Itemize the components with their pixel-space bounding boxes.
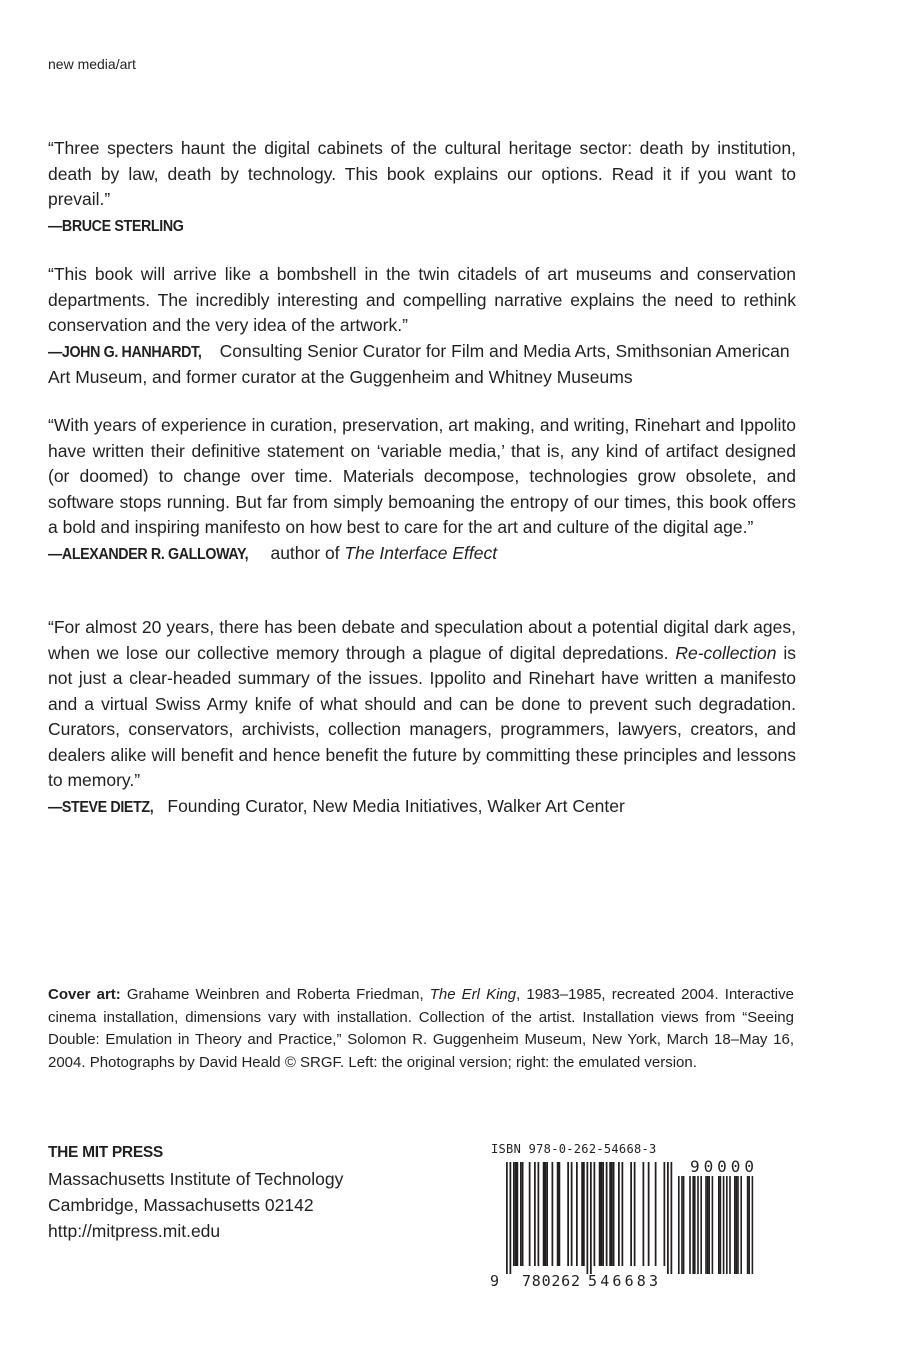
category-label: new media/art <box>48 56 136 72</box>
barcode-bar <box>664 1162 666 1266</box>
barcode-bar <box>513 1162 515 1266</box>
blurb-dietz <box>48 615 796 820</box>
publisher-name: THE MIT PRESS <box>48 1144 163 1161</box>
cover-art-post: , 1983–1985, recreated 2004. Interactive cinema installation, dimensions vary with installation. Collection of the artist. Installation views from “Seeing Double: Emulation in Theory and Practice,” Solomon R. Guggenheim Museum, New York, March 18–May 16, 2004. Photographs by David Heald © SRGF. Left: the original version; right: the emulated version. <box>48 986 794 1071</box>
blurb-attribution <box>48 213 796 240</box>
barcode-bar <box>520 1162 522 1266</box>
barcode-bar <box>667 1162 669 1274</box>
barcode-bar <box>583 1162 585 1266</box>
addon-bar <box>681 1176 683 1274</box>
quote-part: is not just a clear-headed summary of the issues. Ippolito and Rinehart have written a manifesto and a virtual Swiss Army knife of what should and can be done to prevent such degradation. Curators, conservators, archivists, collection managers, programmers, lawyers, creators, and dealers alike will benefit and hence benefit the future by committing these principles and lessons to memory.” <box>48 642 796 790</box>
barcode-bar <box>506 1162 508 1274</box>
publisher-block <box>48 1140 343 1244</box>
barcode-bar <box>618 1162 620 1266</box>
addon-bars <box>678 1176 753 1274</box>
barcode-bar <box>622 1162 624 1266</box>
cover-art-pre: Grahame Weinbren and Roberta Friedman, <box>120 986 430 1003</box>
barcode-bar <box>655 1162 657 1266</box>
addon-bar <box>692 1176 694 1274</box>
blurb-galloway <box>48 413 796 567</box>
ean-left-digits: 780262 <box>522 1272 580 1288</box>
barcode-bar <box>543 1162 545 1266</box>
addon-bar <box>707 1176 709 1274</box>
addon-bar <box>694 1176 696 1274</box>
blurb-author: —STEVE DIETZ, <box>48 798 154 816</box>
barcode-bar <box>557 1162 559 1266</box>
artwork-title: The Erl King <box>429 986 517 1003</box>
blurb-author: —JOHN G. HANHARDT, <box>48 343 202 361</box>
barcode-bar <box>545 1162 547 1266</box>
barcode-bar <box>613 1162 615 1266</box>
addon-bar <box>729 1176 731 1274</box>
barcode-bar <box>517 1162 519 1266</box>
barcode-bar <box>609 1162 611 1266</box>
cover-art-credit <box>48 984 794 1074</box>
barcode-bar <box>522 1162 524 1266</box>
blurb-affiliation: Consulting Senior Curator for Film and Media Arts, Smithsonian American Art Museum, and former curator at the Guggenheim and Whitney Museums <box>48 340 790 387</box>
addon-bar <box>708 1176 710 1274</box>
addon-bar <box>705 1176 707 1274</box>
cover-art-label: Cover art: <box>48 986 121 1003</box>
blurb-author: —BRUCE STERLING <box>48 217 184 235</box>
addon-bar <box>734 1176 736 1274</box>
barcode-bar <box>594 1162 596 1266</box>
barcode-bar <box>581 1162 583 1266</box>
blurb-sterling <box>48 136 796 239</box>
publisher-address-line2: Cambridge, Massachusetts 02142 <box>48 1195 314 1215</box>
addon-bar <box>720 1176 722 1274</box>
barcode-bar <box>587 1162 589 1274</box>
barcode-bar <box>510 1162 512 1274</box>
cover-art-text <box>48 984 794 1074</box>
blurb-quote: “With years of experience in curation, preservation, art making, and writing, Rinehart and Ippolito have written their definitive statement on ‘variable media,’ that is, any kind of artifact designed (or doomed) to change over time. Materials decompose, technologies grow obsolete, and software stops running. But far from simply bemoaning the entropy of our times, this book offers a bold and inspiring manifesto on how best to care for the art and culture of the digital age.” <box>48 415 796 537</box>
addon-bar <box>747 1176 749 1274</box>
barcode-bar <box>538 1162 540 1266</box>
barcode-bar <box>634 1162 636 1266</box>
blurb-attribution <box>48 541 796 568</box>
blurb-attribution <box>48 794 796 821</box>
barcode-bar <box>611 1162 613 1266</box>
barcode-bar <box>606 1162 608 1266</box>
barcode-bar <box>590 1162 592 1274</box>
barcode-bar <box>599 1162 601 1266</box>
barcode-bar <box>571 1162 573 1266</box>
book-title: The Interface Effect <box>344 542 498 563</box>
publisher-url[interactable]: http://mitpress.mit.edu <box>48 1221 221 1241</box>
publisher-address-line1: Massachusetts Institute of Technology <box>48 1169 344 1189</box>
addon-bar <box>718 1176 720 1274</box>
barcode-bar <box>648 1162 650 1266</box>
addon-bar <box>736 1176 738 1274</box>
blurb-affiliation: Founding Curator, New Media Initiatives, Walker Art Center <box>162 795 625 816</box>
barcode-bar <box>546 1162 548 1266</box>
addon-bar <box>752 1176 754 1274</box>
addon-bar <box>712 1176 714 1274</box>
barcode-bar <box>567 1162 569 1266</box>
addon-bar <box>737 1176 739 1274</box>
addon-bar <box>678 1176 680 1274</box>
book-title: Re-collection <box>675 642 777 663</box>
blurb-author: —ALEXANDER R. GALLOWAY, <box>48 545 249 563</box>
ean-right-digits: 546683 <box>588 1272 658 1288</box>
barcode-bar <box>671 1162 673 1274</box>
addon-bar <box>700 1176 702 1274</box>
barcode-bar <box>529 1162 531 1266</box>
addon-bar <box>740 1176 742 1274</box>
blurb-quote: “This book will arrive like a bombshell in the twin citadels of art museums and conservation departments. The incredibly interesting and compelling narrative explains the need to rethink conservation and the very idea of the artwork.” <box>48 264 796 335</box>
barcode-bar <box>559 1162 561 1266</box>
barcode-bar <box>552 1162 554 1266</box>
ean-first-digit: 9 <box>490 1272 500 1288</box>
ean-bars <box>506 1162 672 1274</box>
addon-bar <box>748 1176 750 1274</box>
blurb-quote <box>48 615 796 794</box>
isbn-barcode <box>490 1158 760 1288</box>
isbn-text: ISBN 978-0-262-54668-3 <box>491 1142 657 1156</box>
addon-bar <box>723 1176 725 1274</box>
barcode-bar <box>602 1162 604 1266</box>
quote-part: “For almost 20 years, there has been debate and speculation about a potential digital dark ages, when we lose our collective memory through a plague of digital depredations. <box>48 617 796 663</box>
addon-digits: 90000 <box>690 1158 754 1176</box>
barcode-bar <box>576 1162 578 1266</box>
barcode-bar <box>601 1162 603 1266</box>
addon-bar <box>726 1176 728 1274</box>
addon-bar <box>683 1176 685 1274</box>
addon-bar <box>697 1176 699 1274</box>
barcode-bar <box>534 1162 536 1266</box>
barcode-bar <box>630 1162 632 1266</box>
blurb-hanhardt <box>48 262 796 391</box>
blurb-quote: “Three specters haunt the digital cabinets of the cultural heritage sector: death by institution, death by law, death by technology. This book explains our options. Read it if you want to prevail.” <box>48 138 796 209</box>
barcode-bar <box>643 1162 645 1266</box>
blurb-attribution <box>48 339 796 391</box>
blurb-affiliation: author of <box>265 542 345 563</box>
barcode-bar <box>515 1162 517 1266</box>
addon-bar <box>689 1176 691 1274</box>
